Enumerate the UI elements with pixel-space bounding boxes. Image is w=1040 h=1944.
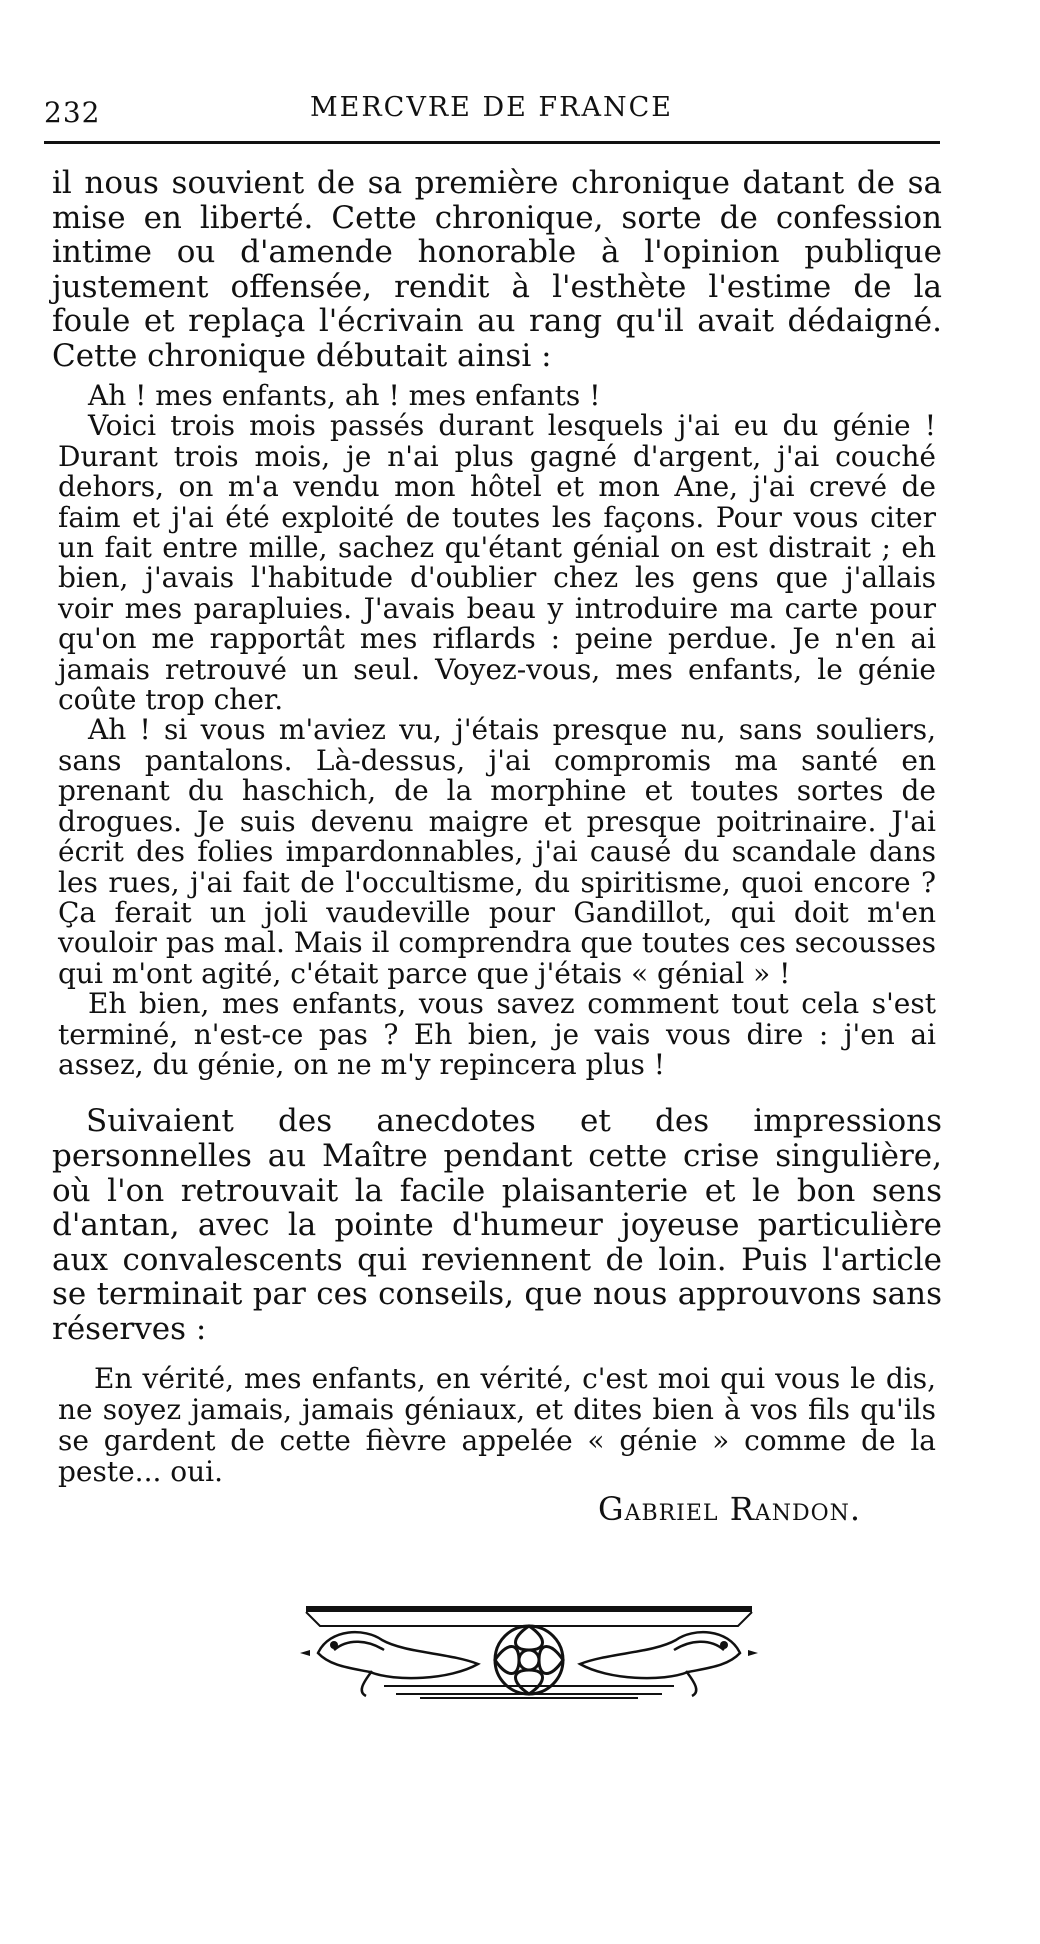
page-number: 232 xyxy=(44,96,101,129)
signature: Gabriel Randon. xyxy=(598,1490,862,1528)
quote-paragraph: Ah ! si vous m'aviez vu, j'étais presque nu, sans souliers, sans pantalons. Là-dessus, j'ai compromis ma santé en prenant du haschich, de la morphine et toutes sortes de drogues. Je suis devenu maigre et presque poitrinaire. J'ai écrit des folies impardonnables, j'ai causé du scandale dans les rues, j'ai fait de l'occultisme, du spiritisme, quoi encore ? Ça ferait un joli vaudeville pour Gandillot, qui doit m'en vouloir pas mal. Mais il comprendra que toutes ces secousses qui m'ont agité, c'était parce que j'étais « génial » ! xyxy=(58,713,936,990)
two-birds-rosette-icon xyxy=(300,1598,758,1702)
paragraph-1: il nous souvient de sa première chronique datant de sa mise en liberté. Cette chronique, sorte de confession intime ou d'amende honorable à l'opinion publique justement offensée, rendit à l'esthète l'estime de la foule et replaça l'écrivain au rang qu'il avait dédaigné. Cette chronique débutait ainsi : xyxy=(52,165,942,374)
quote-block-2 xyxy=(58,1363,936,1487)
header-rule xyxy=(44,141,940,144)
text-block xyxy=(52,166,942,1487)
paragraph-2: Suivaient des anecdotes et des impressions personnelles au Maître pendant cette crise singulière, où l'on retrouvait la facile plaisanterie et le bon sens d'antan, avec la pointe d'humeur joyeuse particulière aux convalescents qui reviennent de loin. Puis l'article se terminait par ces conseils, que nous approuvons sans réserves : xyxy=(52,1103,942,1347)
quote-paragraph: Eh bien, mes enfants, vous savez comment tout cela s'est terminé, n'est-ce pas ? Eh bien, je vais vous dire : j'en ai assez, du génie, on ne m'y repincera plus ! xyxy=(58,987,936,1081)
quote-block-1 xyxy=(58,381,936,1080)
quote-paragraph: En vérité, mes enfants, en vérité, c'est moi qui vous le dis, ne soyez jamais, jamais géniaux, et dites bien à vos fils qu'ils se gardent de cette fièvre appelée « génie » comme de la peste... oui. xyxy=(58,1361,936,1488)
quote-paragraph: Ah ! mes enfants, ah ! mes enfants ! xyxy=(88,379,601,412)
quote-paragraph: Voici trois mois passés durant lesquels j'ai eu du génie ! Durant trois mois, je n'ai plus gagné d'argent, j'ai couché dehors, on m'a vendu mon hôtel et mon Ane, j'ai crevé de faim et j'ai été exploité de toutes les façons. Pour vous citer un fait entre mille, sachez qu'étant génial on est distrait ; eh bien, j'avais l'habitude d'oublier chez les gens que j'allais voir mes parapluies. J'avais beau y introduire ma carte pour qu'on me rapportât mes riflards : peine perdue. Je n'en ai jamais retrouvé un seul. Voyez-vous, mes enfants, le génie coûte trop cher. xyxy=(58,409,936,717)
running-head: MERCVRE DE FRANCE xyxy=(310,92,673,123)
